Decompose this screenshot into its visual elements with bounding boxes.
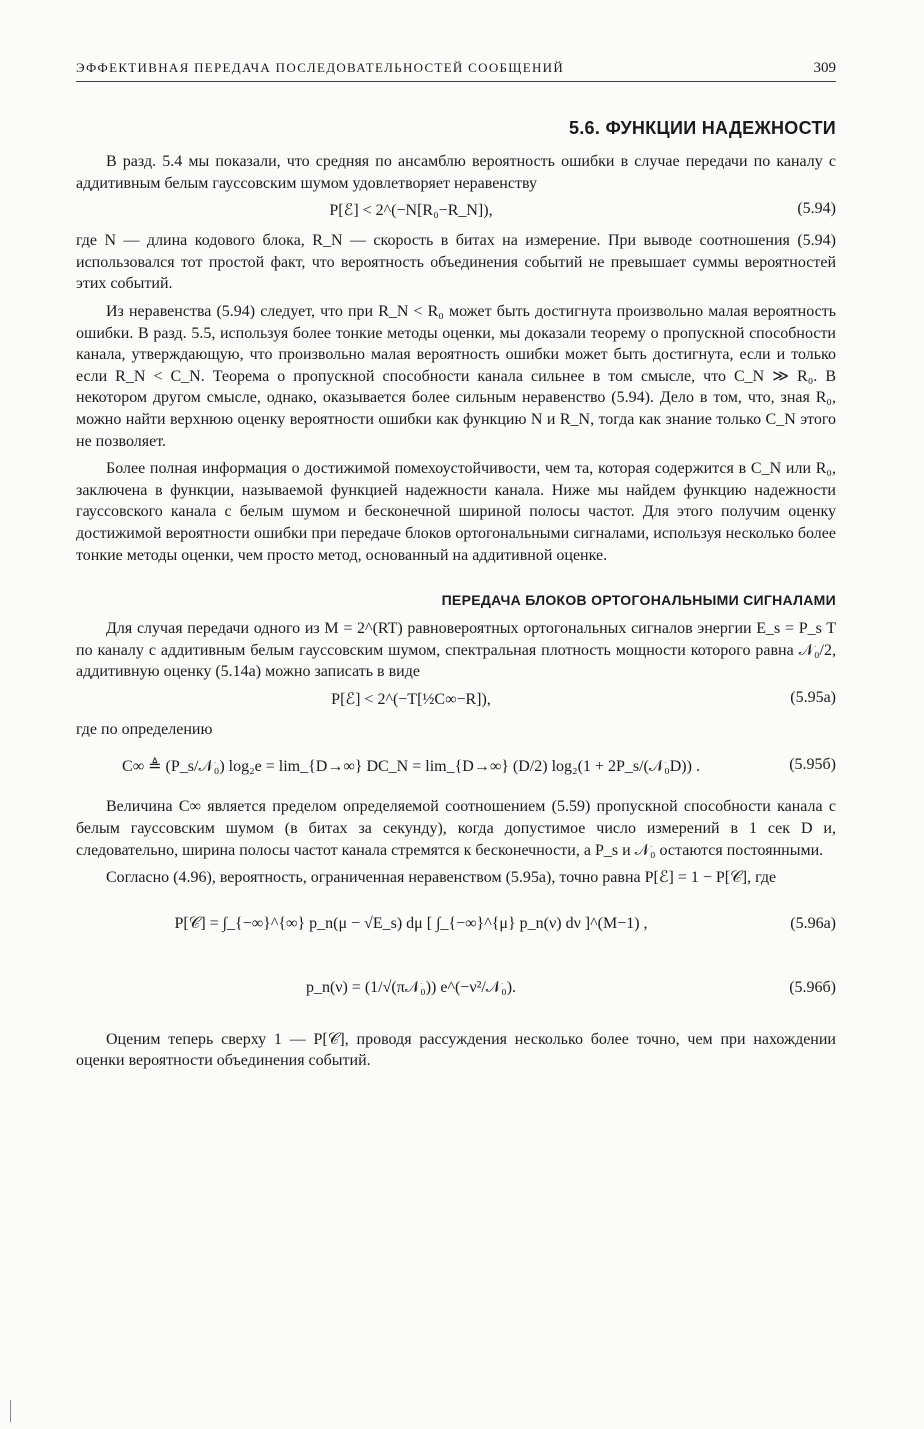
equation-5-95b [76,744,836,792]
scan-margin-mark [10,1400,11,1422]
equation-5-96b [76,967,836,1015]
equation-body: P[𝒞] = ∫_{−∞}^{∞} p_n(μ − √E_s) dμ [ ∫_{−∞}^{μ} p_n(ν) dν ]^(M−1) , [174,914,648,932]
subsection-title: ПЕРЕДАЧА БЛОКОВ ОРТОГОНАЛЬНЫМИ СИГНАЛАМИ [441,592,836,609]
running-header [76,60,836,82]
book-page [76,60,836,1072]
equation-body: P[ℰ] < 2^(−N[R₀−R_N]), [329,202,493,220]
equation-number: (5.96а) [790,914,836,932]
paragraph-6: где по определению [76,720,213,738]
page-number: 309 [813,60,836,76]
paragraph-4: Более полная информация о достижимой помехоустойчивости, чем та, которая содержится в C_N или R₀, заключена в функции, называемой функцией надежности канала. Ниже мы найдем функцию надежности гауссовского канала с белым шумом и бесконечной шириной полосы частот. Для этого получим оценку достижимой вероятности ошибки при передаче блоков ортогональными сигналами, используя несколько более тонкие методы оценки, чем просто метод, основанный на аддитивной оценке. [76,460,836,564]
paragraph-8: Согласно (4.96), вероятность, ограниченная неравенством (5.95а), точно равна P[ℰ] = 1 − P[𝒞], где [106,869,777,887]
equation-5-96a [76,893,836,963]
equation-number: (5.95а) [790,688,836,706]
equation-number: (5.95б) [789,756,836,774]
equation-body: p_n(ν) = (1/√(π𝒩₀)) e^(−ν²/𝒩₀). [305,978,517,996]
equation-number: (5.96б) [789,978,836,996]
paragraph-7: Величина C∞ является пределом определяемой соотношением (5.59) пропускной способности канала с белым гауссовским шумом (в битах за секунду), когда допустимое число измерений в 1 сек D и, следовательно, ширина полосы частот канала стремятся к бесконечности, а P_s и 𝒩₀ остаются постоянными. [76,798,836,859]
paragraph-2: где N — длина кодового блока, R_N — скорость в битах на измерение. При выводе соотношения (5.94) использовался тот простой факт, что вероятность объединения событий не превышает суммы вероятностей этих событий. [76,232,836,293]
equation-5-94 [76,198,836,226]
paragraph-9: Оценим теперь сверху 1 — P[𝒞], проводя рассуждения несколько более точно, чем при нахождении оценки вероятности объединения событий. [76,1030,836,1070]
section-title: 5.6. ФУНКЦИИ НАДЕЖНОСТИ [568,118,836,138]
equation-body: C∞ ≜ (P_s/𝒩₀) log₂e = lim_{D→∞} DC_N = lim_{D→∞} (D/2) log₂(1 + 2P_s/(𝒩₀D)) . [122,758,700,776]
paragraph-5: Для случая передачи одного из M = 2^(RT) равновероятных ортогональных сигналов энергии E_s = P_s T по каналу с аддитивным белым гауссовским шумом, спектральная плотность мощности которого равна 𝒩₀/2, аддитивную оценку (5.14а) можно записать в виде [76,620,836,681]
paragraph-3: Из неравенства (5.94) следует, что при R_N < R₀ может быть достигнута произвольно малая вероятность ошибки. В разд. 5.5, используя более тонкие методы оценки, мы доказали теорему о пропускной способности канала, утверждающую, что произвольно малая вероятность ошибки может быть достигнута, если и только если R_N < C_N. Теорема о пропускной способности канала сильнее в том смысле, что C_N ≫ R₀. В некотором другом смысле, однако, оказывается более сильным неравенство (5.94). Дело в том, что, зная R₀, можно найти верхнюю оценку вероятности ошибки как функцию N и R_N, тогда как знание только C_N этого не позволяет. [76,302,836,450]
equation-5-95a [76,687,836,715]
paragraph-1: В разд. 5.4 мы показали, что средняя по ансамблю вероятность ошибки в случае передачи по каналу с аддитивным белым гауссовским шумом удовлетворяет неравенству [76,153,836,192]
equation-body: P[ℰ] < 2^(−T[½C∞−R]), [331,690,491,708]
running-title: ЭФФЕКТИВНАЯ ПЕРЕДАЧА ПОСЛЕДОВАТЕЛЬНОСТЕЙ СООБЩЕНИЙ [76,60,565,75]
equation-number: (5.94) [797,200,836,218]
